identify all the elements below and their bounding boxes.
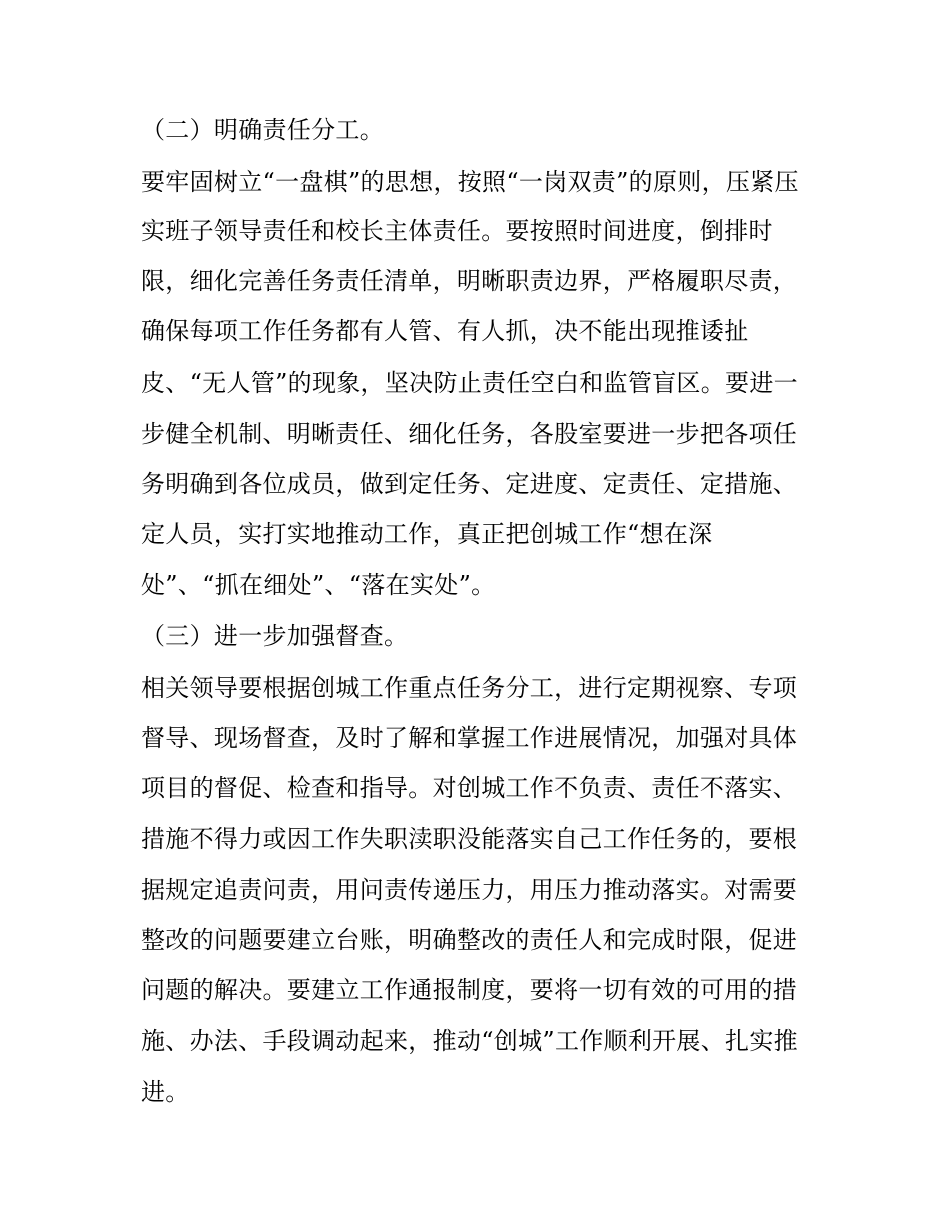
paragraph-line: 务明确到各位成员，做到定任务、定进度、定责任、定措施、 (141, 470, 798, 498)
paragraph-line: 步健全机制、明晰责任、细化任务，各股室要进一步把各项任 (141, 420, 798, 448)
paragraph-line: 督导、现场督查，及时了解和掌握工作进展情况，加强对具体 (141, 724, 798, 752)
paragraph-line: 要牢固树立“一盘棋”的思想，按照“一岗双责”的原则，压紧压 (141, 168, 799, 196)
paragraph-line: 确保每项工作任务都有人管、有人抓，决不能出现推诿扯 (141, 317, 749, 345)
paragraph-line: 问题的解决。要建立工作通报制度，要将一切有效的可用的措 (141, 976, 798, 1004)
paragraph-line: 措施不得力或因工作失职渎职没能落实自己工作任务的，要根 (141, 825, 798, 853)
paragraph-line: 据规定追责问责，用问责传递压力，用压力推动落实。对需要 (141, 876, 798, 904)
paragraph-line: 定人员，实打实地推动工作，真正把创城工作“想在深 (141, 520, 713, 548)
paragraph-line: 施、办法、手段调动起来，推动“创城”工作顺利开展、扎实推 (141, 1027, 798, 1055)
paragraph-line: 项目的督促、检查和指导。对创城工作不负责、责任不落实、 (141, 774, 798, 802)
section-heading-3: （三）进一步加强督查。 (141, 622, 409, 650)
paragraph-line: 相关领导要根据创城工作重点任务分工，进行定期视察、专项 (141, 674, 798, 702)
section-heading-2: （二）明确责任分工。 (141, 116, 384, 144)
paragraph-line: 限，细化完善任务责任清单，明晰职责边界，严格履职尽责， (141, 267, 798, 295)
paragraph-line: 进。 (141, 1078, 190, 1106)
paragraph-line: 整改的问题要建立台账，明确整改的责任人和完成时限，促进 (141, 926, 798, 954)
paragraph-line: 实班子领导责任和校长主体责任。要按照时间进度，倒排时 (141, 217, 773, 245)
paragraph-line: 皮、“无人管”的现象，坚决防止责任空白和监管盲区。要进一 (141, 369, 798, 397)
paragraph-line: 处”、“抓在细处”、“落在实处”。 (141, 571, 496, 599)
